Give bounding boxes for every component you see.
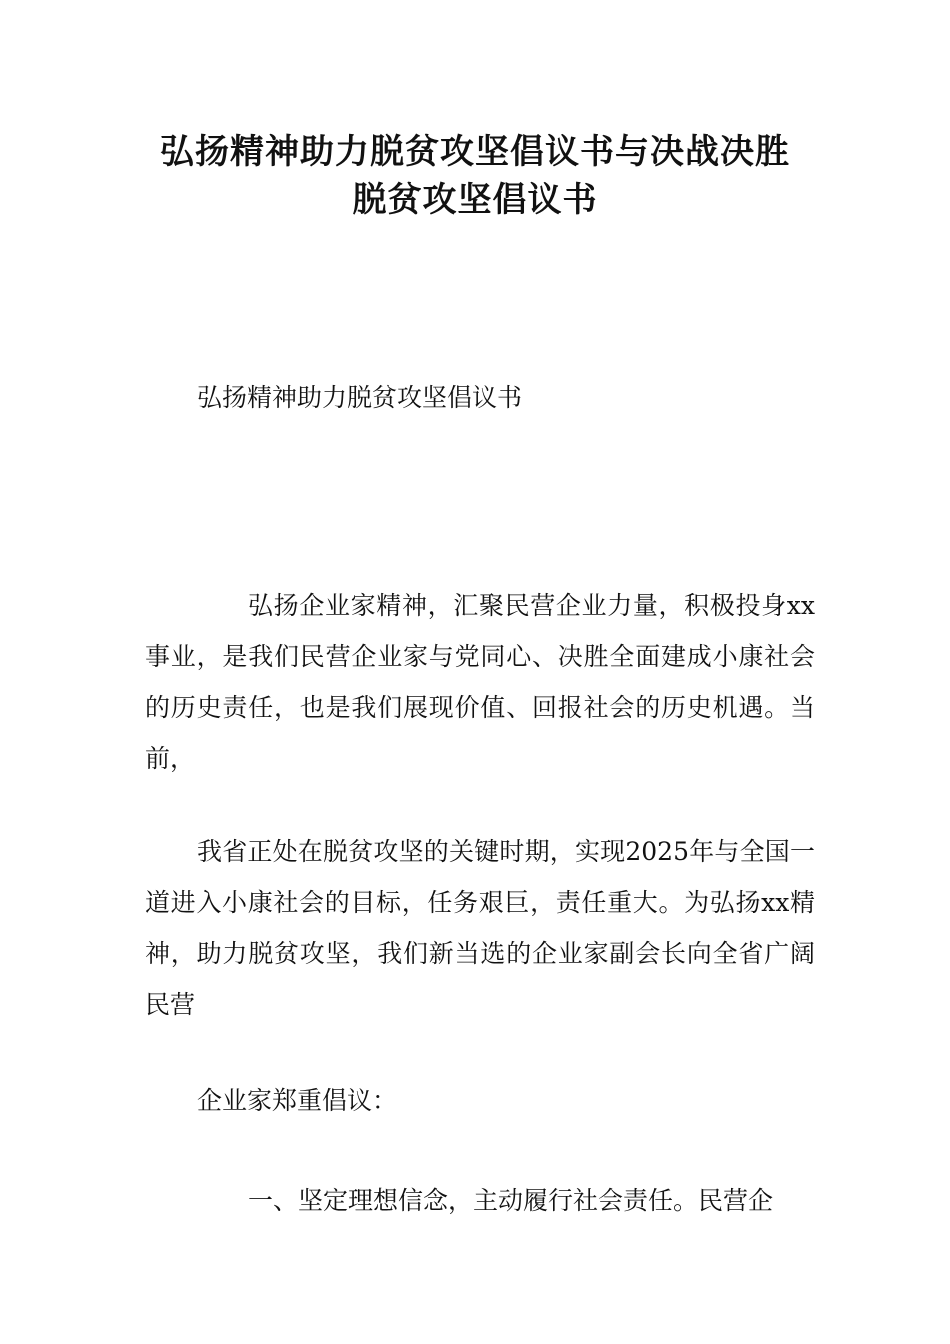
paragraph: 弘扬企业家精神，汇聚民营企业力量，积极投身xx事业，是我们民营企业家与党同心、决胜全面建成小康社会的历史责任，也是我们展现价值、回报社会的历史机遇。当前， — [145, 591, 815, 773]
paragraph: 我省正处在脱贫攻坚的关键时期，实现2025年与全国一道进入小康社会的目标，任务艰巨，责任重大。为弘扬xx精神，助力脱贫攻坚，我们新当选的企业家副会长向全省广阔民营 — [145, 837, 815, 1019]
document-title-line2: 脱贫攻坚倡议书 — [352, 180, 598, 220]
document-title-line1: 弘扬精神助力脱贫攻坚倡议书与决战决胜 — [160, 132, 790, 172]
paragraph: 企业家郑重倡议： — [197, 1086, 398, 1115]
section-subtitle: 弘扬精神助力脱贫攻坚倡议书 — [197, 383, 523, 412]
paragraph: 一、坚定理想信念，主动履行社会责任。民营企 — [248, 1186, 774, 1215]
